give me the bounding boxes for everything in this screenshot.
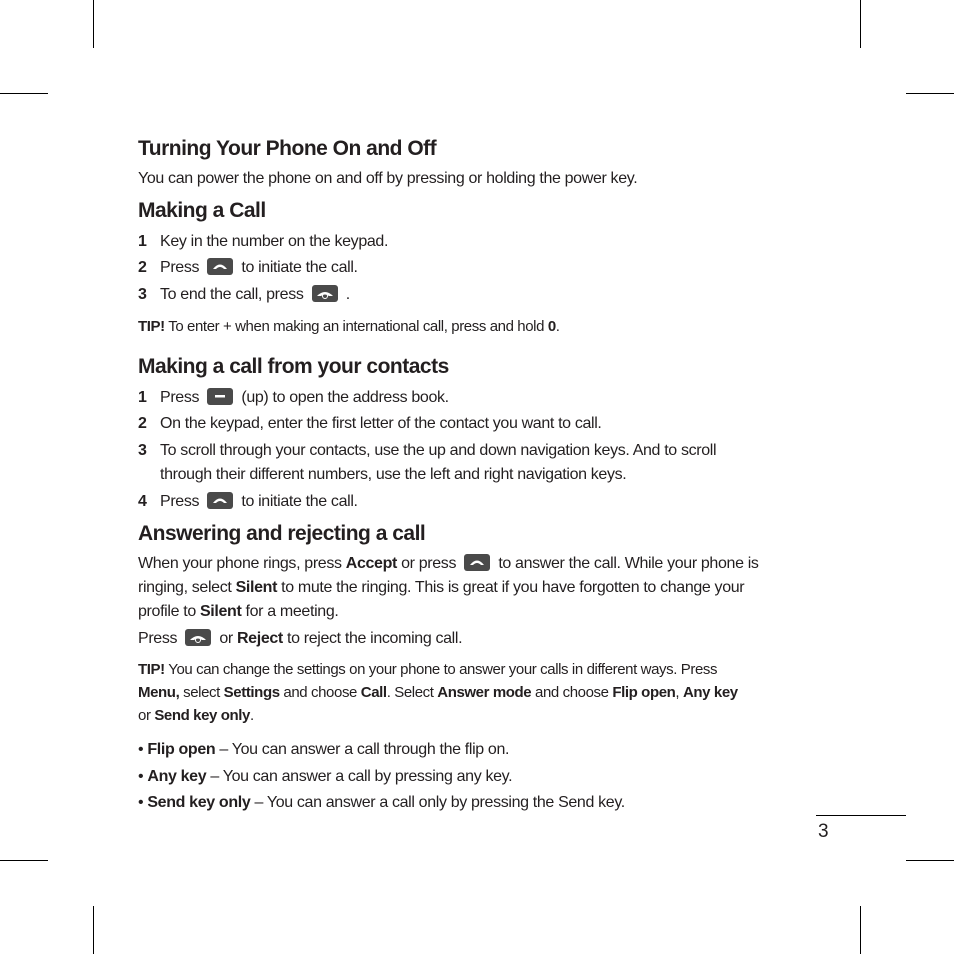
bold-text: Menu, xyxy=(138,684,180,701)
text: . xyxy=(249,707,254,724)
bold-text: Answer mode xyxy=(437,684,532,701)
paragraph xyxy=(138,578,744,598)
bold-text: Settings xyxy=(223,684,280,701)
text: To scroll through your contacts, use the up and down navigation keys. And to scroll xyxy=(160,442,717,459)
bold-text: Flip open xyxy=(612,684,676,701)
bold-text: Call xyxy=(360,684,387,701)
bold-text: Any key xyxy=(147,768,207,785)
step-number: 3 xyxy=(138,442,147,459)
bold-text: Any key xyxy=(682,684,738,701)
text: On the keypad, enter the first letter of the contact you want to call. xyxy=(160,415,602,432)
crop-mark xyxy=(0,860,48,861)
tip xyxy=(138,683,738,703)
bold-text: Silent xyxy=(199,603,242,620)
paragraph xyxy=(138,602,338,622)
text: Key in the number on the keypad. xyxy=(160,233,389,250)
text: to reject the incoming call. xyxy=(282,630,463,647)
paragraph xyxy=(138,169,637,189)
crop-mark xyxy=(93,0,94,48)
heading-answering-rejecting xyxy=(138,521,425,547)
heading-turning-on-off xyxy=(138,136,436,162)
bullet-item xyxy=(138,767,512,787)
step xyxy=(138,388,449,408)
text: • xyxy=(138,741,148,758)
text: Press xyxy=(160,389,204,406)
text: To enter + when making an international call, press and hold xyxy=(164,318,548,335)
text: When your phone rings, press xyxy=(138,555,346,572)
send-key-icon xyxy=(207,492,233,509)
crop-mark xyxy=(906,860,954,861)
tip xyxy=(138,317,560,337)
text: and choose xyxy=(531,684,613,701)
text: You can change the settings on your phone to answer your calls in different ways. Press xyxy=(164,661,718,678)
text: or xyxy=(215,630,237,647)
step xyxy=(138,414,602,434)
step-number: 1 xyxy=(138,389,147,406)
text: Press xyxy=(160,259,204,276)
text: Answering and rejecting a call xyxy=(138,522,426,545)
page-number-rule xyxy=(816,815,906,816)
crop-mark xyxy=(860,906,861,954)
text: To end the call, press xyxy=(160,286,308,303)
paragraph xyxy=(138,554,759,574)
bold-text: Accept xyxy=(345,555,398,572)
step-number: 4 xyxy=(138,493,147,510)
text: . xyxy=(341,286,350,303)
text: Making a Call xyxy=(138,199,266,222)
text: Press xyxy=(160,493,204,510)
text: You can power the phone on and off by pressing or holding the power key. xyxy=(138,170,638,187)
step-number: 1 xyxy=(138,233,147,250)
text: and choose xyxy=(279,684,361,701)
text: profile to xyxy=(138,603,200,620)
paragraph xyxy=(138,629,462,649)
crop-mark xyxy=(860,0,861,48)
tip xyxy=(138,706,254,726)
step xyxy=(138,492,358,512)
bold-text: Send key only xyxy=(147,794,251,811)
text: Making a call from your contacts xyxy=(138,355,449,378)
crop-mark xyxy=(906,93,954,94)
text: to initiate the call. xyxy=(237,493,358,510)
step-number: 2 xyxy=(138,415,147,432)
text: to answer the call. While your phone is xyxy=(494,555,759,572)
heading-making-a-call xyxy=(138,198,266,224)
text: through their different numbers, use the left and right navigation keys. xyxy=(160,466,627,483)
end-key-icon xyxy=(185,629,211,646)
text: for a meeting. xyxy=(241,603,339,620)
text: • xyxy=(138,768,148,785)
bold-text: 0 xyxy=(547,318,556,335)
text: – You can answer a call through the flip on. xyxy=(215,741,510,758)
text: – You can answer a call by pressing any key. xyxy=(206,768,513,785)
bold-text: Silent xyxy=(235,579,278,596)
text: ringing, select xyxy=(138,579,236,596)
step-continued xyxy=(160,465,626,485)
step-number: 2 xyxy=(138,259,147,276)
bold-text: Send key only xyxy=(154,707,250,724)
text: . Select xyxy=(386,684,438,701)
text: , xyxy=(675,684,683,701)
text: Turning Your Phone On and Off xyxy=(138,137,437,160)
step-number: 3 xyxy=(138,286,147,303)
step xyxy=(138,285,350,305)
page-number: 3 xyxy=(818,821,829,842)
send-key-icon xyxy=(464,554,490,571)
minus-key-icon xyxy=(207,388,233,405)
text: or press xyxy=(397,555,461,572)
step xyxy=(138,441,716,461)
bold-text: Reject xyxy=(236,630,283,647)
bullet-item xyxy=(138,740,509,760)
tip xyxy=(138,660,717,680)
heading-call-from-contacts xyxy=(138,354,449,380)
bold-text: TIP! xyxy=(138,661,165,678)
text: or xyxy=(138,707,155,724)
text: . xyxy=(555,318,560,335)
text: to mute the ringing. This is great if you have forgotten to change your xyxy=(277,579,745,596)
text: – You can answer a call only by pressing the Send key. xyxy=(250,794,625,811)
text: select xyxy=(179,684,224,701)
bold-text: TIP! xyxy=(138,318,165,335)
end-key-icon xyxy=(312,285,338,302)
crop-mark xyxy=(93,906,94,954)
text: (up) to open the address book. xyxy=(237,389,449,406)
crop-mark xyxy=(0,93,48,94)
bold-text: Flip open xyxy=(147,741,216,758)
text: Press xyxy=(138,630,182,647)
text: to initiate the call. xyxy=(237,259,358,276)
bullet-item xyxy=(138,793,625,813)
step xyxy=(138,258,358,278)
step xyxy=(138,232,388,252)
send-key-icon xyxy=(207,258,233,275)
text: • xyxy=(138,794,148,811)
